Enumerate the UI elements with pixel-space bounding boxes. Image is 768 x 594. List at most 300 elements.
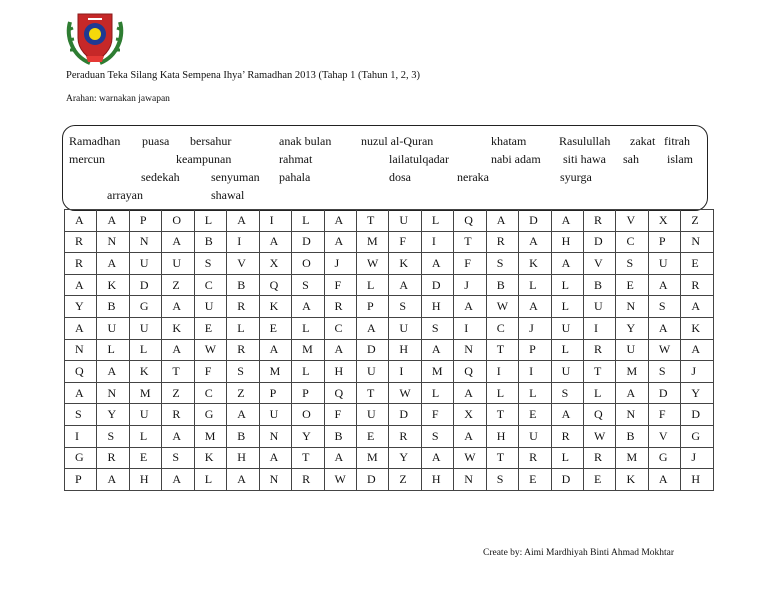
grid-cell[interactable]: K: [97, 274, 129, 296]
grid-cell[interactable]: S: [486, 469, 518, 491]
grid-cell[interactable]: B: [227, 274, 259, 296]
grid-cell[interactable]: H: [681, 469, 714, 491]
word-item: zakat: [630, 134, 656, 148]
grid-cell[interactable]: Q: [324, 382, 356, 404]
grid-cell[interactable]: T: [454, 231, 486, 253]
grid-cell[interactable]: U: [129, 253, 161, 275]
grid-cell[interactable]: R: [681, 274, 714, 296]
grid-cell[interactable]: L: [551, 447, 583, 469]
grid-cell[interactable]: Z: [162, 274, 194, 296]
grid-cell[interactable]: B: [486, 274, 518, 296]
grid-cell[interactable]: R: [227, 339, 259, 361]
grid-cell[interactable]: S: [648, 361, 680, 383]
grid-cell[interactable]: U: [519, 425, 551, 447]
grid-cell[interactable]: H: [421, 296, 453, 318]
grid-cell[interactable]: E: [616, 274, 648, 296]
grid-cell[interactable]: E: [519, 404, 551, 426]
grid-cell[interactable]: A: [324, 339, 356, 361]
grid-cell[interactable]: J: [681, 447, 714, 469]
grid-cell[interactable]: C: [616, 231, 648, 253]
word-item: shawal: [211, 188, 245, 202]
grid-cell[interactable]: A: [454, 425, 486, 447]
grid-cell[interactable]: N: [259, 469, 291, 491]
grid-cell[interactable]: A: [97, 253, 129, 275]
grid-cell[interactable]: S: [486, 253, 518, 275]
grid-cell[interactable]: T: [486, 404, 518, 426]
grid-cell[interactable]: F: [324, 274, 356, 296]
grid-cell[interactable]: F: [421, 404, 453, 426]
grid-cell[interactable]: S: [65, 404, 97, 426]
grid-cell[interactable]: A: [259, 339, 291, 361]
grid-cell[interactable]: U: [551, 317, 583, 339]
grid-cell[interactable]: A: [324, 231, 356, 253]
word-item: fitrah: [664, 134, 690, 148]
grid-cell[interactable]: P: [648, 231, 680, 253]
grid-cell[interactable]: I: [259, 210, 291, 232]
grid-cell[interactable]: U: [356, 404, 388, 426]
grid-cell[interactable]: N: [454, 469, 486, 491]
grid-cell[interactable]: Z: [681, 210, 714, 232]
grid-cell[interactable]: P: [519, 339, 551, 361]
grid-cell[interactable]: B: [97, 296, 129, 318]
grid-cell[interactable]: F: [454, 253, 486, 275]
grid-cell[interactable]: A: [162, 469, 194, 491]
grid-cell[interactable]: S: [194, 253, 226, 275]
grid-cell[interactable]: R: [65, 253, 97, 275]
grid-cell[interactable]: W: [356, 253, 388, 275]
grid-cell[interactable]: L: [551, 274, 583, 296]
grid-cell[interactable]: N: [616, 404, 648, 426]
grid-cell[interactable]: N: [97, 382, 129, 404]
grid-cell[interactable]: Q: [454, 210, 486, 232]
grid-cell[interactable]: V: [648, 425, 680, 447]
grid-cell[interactable]: U: [356, 361, 388, 383]
grid-cell[interactable]: U: [162, 253, 194, 275]
grid-cell[interactable]: Z: [227, 382, 259, 404]
word-item: nuzul al-Quran: [361, 134, 434, 148]
grid-cell[interactable]: B: [227, 425, 259, 447]
grid-cell[interactable]: E: [519, 469, 551, 491]
grid-cell[interactable]: D: [584, 231, 616, 253]
grid-cell[interactable]: A: [162, 425, 194, 447]
word-item: syurga: [560, 170, 592, 184]
grid-cell[interactable]: A: [162, 339, 194, 361]
grid-cell[interactable]: S: [551, 382, 583, 404]
grid-cell[interactable]: A: [519, 296, 551, 318]
grid-cell[interactable]: S: [227, 361, 259, 383]
grid-cell[interactable]: L: [584, 382, 616, 404]
grid-row: [65, 339, 714, 361]
grid-cell[interactable]: L: [421, 210, 453, 232]
grid-cell[interactable]: A: [648, 317, 680, 339]
grid-cell[interactable]: J: [681, 361, 714, 383]
grid-cell[interactable]: S: [389, 296, 421, 318]
grid-cell[interactable]: W: [389, 382, 421, 404]
grid-cell[interactable]: W: [194, 339, 226, 361]
grid-cell[interactable]: Y: [681, 382, 714, 404]
word-item: islam: [667, 152, 693, 166]
grid-cell[interactable]: H: [486, 425, 518, 447]
grid-cell[interactable]: D: [421, 274, 453, 296]
grid-row: [65, 469, 714, 491]
grid-cell[interactable]: A: [551, 404, 583, 426]
word-item: arrayan: [107, 188, 143, 202]
grid-row: [65, 210, 714, 232]
grid-cell[interactable]: V: [227, 253, 259, 275]
grid-cell[interactable]: L: [551, 339, 583, 361]
grid-cell[interactable]: U: [389, 317, 421, 339]
grid-cell[interactable]: A: [65, 210, 97, 232]
grid-cell[interactable]: G: [129, 296, 161, 318]
grid-cell[interactable]: E: [584, 469, 616, 491]
grid-cell[interactable]: U: [389, 210, 421, 232]
grid-cell[interactable]: R: [65, 231, 97, 253]
grid-cell[interactable]: H: [324, 361, 356, 383]
grid-cell[interactable]: R: [292, 469, 324, 491]
grid-cell[interactable]: L: [292, 361, 324, 383]
grid-cell[interactable]: A: [162, 296, 194, 318]
grid-cell[interactable]: N: [454, 339, 486, 361]
grid-cell[interactable]: L: [129, 339, 161, 361]
word-search-grid: [64, 209, 714, 491]
grid-cell[interactable]: M: [194, 425, 226, 447]
grid-cell[interactable]: M: [616, 447, 648, 469]
grid-cell[interactable]: I: [65, 425, 97, 447]
grid-cell[interactable]: K: [194, 447, 226, 469]
word-item: siti hawa: [563, 152, 606, 166]
grid-cell[interactable]: Y: [616, 317, 648, 339]
grid-cell[interactable]: A: [97, 210, 129, 232]
grid-cell[interactable]: A: [259, 447, 291, 469]
grid-cell[interactable]: R: [227, 296, 259, 318]
grid-cell[interactable]: Y: [97, 404, 129, 426]
grid-cell[interactable]: T: [356, 382, 388, 404]
grid-cell[interactable]: S: [97, 425, 129, 447]
grid-cell[interactable]: A: [486, 210, 518, 232]
grid-cell[interactable]: A: [65, 317, 97, 339]
grid-cell[interactable]: V: [584, 253, 616, 275]
grid-cell[interactable]: B: [584, 274, 616, 296]
grid-cell[interactable]: F: [194, 361, 226, 383]
grid-cell[interactable]: O: [162, 210, 194, 232]
grid-cell[interactable]: M: [259, 361, 291, 383]
word-item: mercun: [69, 152, 105, 166]
word-item: puasa: [142, 134, 170, 148]
grid-cell[interactable]: A: [648, 469, 680, 491]
grid-row: [65, 317, 714, 339]
grid-row: [65, 404, 714, 426]
grid-cell[interactable]: I: [486, 361, 518, 383]
grid-cell[interactable]: L: [421, 382, 453, 404]
grid-cell[interactable]: N: [65, 339, 97, 361]
grid-cell[interactable]: H: [389, 339, 421, 361]
grid-cell[interactable]: U: [259, 404, 291, 426]
grid-cell[interactable]: E: [129, 447, 161, 469]
grid-cell[interactable]: Y: [65, 296, 97, 318]
grid-cell[interactable]: A: [681, 296, 714, 318]
word-item: Rasulullah: [559, 134, 611, 148]
grid-cell[interactable]: P: [259, 382, 291, 404]
grid-cell[interactable]: R: [97, 447, 129, 469]
grid-cell[interactable]: W: [454, 447, 486, 469]
grid-cell[interactable]: M: [356, 447, 388, 469]
grid-cell[interactable]: X: [648, 210, 680, 232]
grid-cell[interactable]: W: [584, 425, 616, 447]
word-item: neraka: [457, 170, 489, 184]
grid-cell[interactable]: D: [551, 469, 583, 491]
grid-cell[interactable]: M: [616, 361, 648, 383]
grid-cell[interactable]: P: [129, 210, 161, 232]
grid-cell[interactable]: N: [259, 425, 291, 447]
word-item: rahmat: [279, 152, 313, 166]
word-item: senyuman: [211, 170, 260, 184]
grid-row: [65, 447, 714, 469]
grid-cell[interactable]: S: [616, 253, 648, 275]
grid-cell[interactable]: A: [519, 231, 551, 253]
grid-cell[interactable]: L: [519, 382, 551, 404]
grid-cell[interactable]: E: [259, 317, 291, 339]
school-crest-logo: [64, 10, 126, 66]
grid-cell[interactable]: L: [292, 210, 324, 232]
grid-cell[interactable]: T: [486, 339, 518, 361]
grid-cell[interactable]: B: [194, 231, 226, 253]
grid-cell[interactable]: C: [194, 274, 226, 296]
grid-cell[interactable]: O: [292, 253, 324, 275]
grid-cell[interactable]: I: [584, 317, 616, 339]
grid-cell[interactable]: L: [194, 210, 226, 232]
grid-cell[interactable]: A: [681, 339, 714, 361]
grid-cell[interactable]: H: [421, 469, 453, 491]
grid-cell[interactable]: A: [97, 469, 129, 491]
grid-cell[interactable]: P: [356, 296, 388, 318]
grid-cell[interactable]: G: [648, 447, 680, 469]
grid-cell[interactable]: L: [292, 317, 324, 339]
grid-cell[interactable]: V: [616, 210, 648, 232]
grid-cell[interactable]: U: [129, 317, 161, 339]
page-title: Peraduan Teka Silang Kata Sempena Ihya’ Ramadhan 2013 (Tahap 1 (Tahun 1, 2, 3): [66, 70, 421, 81]
word-item: nabi adam: [491, 152, 541, 166]
grid-cell[interactable]: K: [259, 296, 291, 318]
grid-cell[interactable]: A: [227, 404, 259, 426]
grid-cell[interactable]: E: [681, 253, 714, 275]
grid-cell[interactable]: M: [356, 231, 388, 253]
grid-cell[interactable]: K: [162, 317, 194, 339]
grid-cell[interactable]: U: [551, 361, 583, 383]
grid-cell[interactable]: R: [584, 210, 616, 232]
grid-cell[interactable]: D: [129, 274, 161, 296]
grid-cell[interactable]: H: [551, 231, 583, 253]
grid-cell[interactable]: L: [97, 339, 129, 361]
grid-cell[interactable]: D: [356, 469, 388, 491]
grid-cell[interactable]: Q: [259, 274, 291, 296]
grid-cell[interactable]: A: [65, 382, 97, 404]
grid-cell[interactable]: U: [194, 296, 226, 318]
grid-cell[interactable]: S: [421, 317, 453, 339]
grid-cell[interactable]: J: [454, 274, 486, 296]
grid-row: [65, 274, 714, 296]
grid-cell[interactable]: D: [389, 404, 421, 426]
grid-cell[interactable]: S: [421, 425, 453, 447]
word-item: lailatulqadar: [389, 152, 449, 166]
word-list-box: [62, 125, 708, 211]
grid-cell[interactable]: I: [421, 231, 453, 253]
grid-cell[interactable]: L: [129, 425, 161, 447]
grid-cell[interactable]: C: [486, 317, 518, 339]
grid-cell[interactable]: L: [519, 274, 551, 296]
grid-cell[interactable]: A: [227, 469, 259, 491]
grid-cell[interactable]: D: [292, 231, 324, 253]
grid-cell[interactable]: N: [681, 231, 714, 253]
grid-cell[interactable]: N: [97, 231, 129, 253]
school-crest-icon: [64, 10, 126, 66]
grid-cell[interactable]: S: [292, 274, 324, 296]
grid-cell[interactable]: D: [648, 382, 680, 404]
grid-cell[interactable]: A: [97, 361, 129, 383]
grid-cell[interactable]: G: [681, 425, 714, 447]
grid-cell[interactable]: K: [616, 469, 648, 491]
grid-cell[interactable]: A: [292, 296, 324, 318]
grid-cell[interactable]: G: [194, 404, 226, 426]
grid-cell[interactable]: I: [389, 361, 421, 383]
grid-cell[interactable]: W: [486, 296, 518, 318]
grid-cell[interactable]: H: [129, 469, 161, 491]
grid-cell[interactable]: T: [162, 361, 194, 383]
grid-row: [65, 361, 714, 383]
grid-cell[interactable]: E: [356, 425, 388, 447]
instruction-text: Arahan: warnakan jawapan: [66, 94, 170, 104]
grid-cell[interactable]: I: [519, 361, 551, 383]
grid-cell[interactable]: N: [129, 231, 161, 253]
grid-cell[interactable]: W: [324, 469, 356, 491]
grid-cell[interactable]: U: [97, 317, 129, 339]
word-item: dosa: [389, 170, 411, 184]
grid-cell[interactable]: F: [324, 404, 356, 426]
grid-cell[interactable]: D: [681, 404, 714, 426]
grid-cell[interactable]: X: [454, 404, 486, 426]
grid-cell[interactable]: Z: [389, 469, 421, 491]
grid-cell[interactable]: A: [551, 253, 583, 275]
grid-cell[interactable]: I: [454, 317, 486, 339]
grid-cell[interactable]: R: [584, 339, 616, 361]
grid-cell[interactable]: S: [648, 296, 680, 318]
grid-cell[interactable]: H: [227, 447, 259, 469]
grid-cell[interactable]: A: [454, 296, 486, 318]
word-item: sah: [623, 152, 639, 166]
word-item: pahala: [279, 170, 311, 184]
grid-cell[interactable]: J: [324, 253, 356, 275]
grid-cell[interactable]: F: [648, 404, 680, 426]
grid-cell[interactable]: A: [616, 382, 648, 404]
grid-cell[interactable]: A: [162, 231, 194, 253]
grid-cell[interactable]: P: [65, 469, 97, 491]
grid-cell[interactable]: L: [356, 274, 388, 296]
grid-cell[interactable]: A: [324, 447, 356, 469]
grid-cell[interactable]: L: [551, 296, 583, 318]
grid-cell[interactable]: O: [292, 404, 324, 426]
word-item: bersahur: [190, 134, 232, 148]
grid-cell[interactable]: D: [356, 339, 388, 361]
grid-cell[interactable]: K: [389, 253, 421, 275]
grid-cell[interactable]: P: [292, 382, 324, 404]
grid-cell[interactable]: U: [616, 339, 648, 361]
grid-cell[interactable]: S: [162, 447, 194, 469]
grid-cell[interactable]: Q: [65, 361, 97, 383]
grid-cell[interactable]: T: [486, 447, 518, 469]
grid-cell[interactable]: M: [292, 339, 324, 361]
grid-cell[interactable]: I: [227, 231, 259, 253]
grid-cell[interactable]: D: [519, 210, 551, 232]
grid-cell[interactable]: M: [129, 382, 161, 404]
grid-cell[interactable]: K: [129, 361, 161, 383]
grid-row: [65, 231, 714, 253]
grid-cell[interactable]: M: [421, 361, 453, 383]
grid-cell[interactable]: A: [259, 231, 291, 253]
grid-cell[interactable]: A: [356, 317, 388, 339]
grid-row: [65, 382, 714, 404]
grid-cell[interactable]: A: [324, 210, 356, 232]
grid-cell[interactable]: C: [194, 382, 226, 404]
grid-cell[interactable]: C: [324, 317, 356, 339]
grid-cell[interactable]: A: [389, 274, 421, 296]
grid-row: [65, 425, 714, 447]
grid-cell[interactable]: L: [486, 382, 518, 404]
grid-cell[interactable]: A: [421, 253, 453, 275]
grid-row: [65, 296, 714, 318]
grid-cell[interactable]: U: [584, 296, 616, 318]
word-item: Ramadhan: [69, 134, 121, 148]
grid-cell[interactable]: Q: [454, 361, 486, 383]
grid-cell[interactable]: Z: [162, 382, 194, 404]
grid-cell[interactable]: R: [584, 447, 616, 469]
grid-cell[interactable]: Y: [389, 447, 421, 469]
grid-cell[interactable]: T: [584, 361, 616, 383]
grid-cell[interactable]: R: [324, 296, 356, 318]
word-item: anak bulan: [279, 134, 332, 148]
grid-cell[interactable]: T: [292, 447, 324, 469]
grid-cell[interactable]: A: [454, 382, 486, 404]
grid-cell[interactable]: L: [194, 469, 226, 491]
grid-cell[interactable]: J: [519, 317, 551, 339]
grid-cell[interactable]: G: [65, 447, 97, 469]
grid-cell[interactable]: U: [648, 253, 680, 275]
grid-cell[interactable]: R: [551, 425, 583, 447]
grid-cell[interactable]: Y: [292, 425, 324, 447]
grid-cell[interactable]: L: [227, 317, 259, 339]
grid-cell[interactable]: R: [162, 404, 194, 426]
grid-cell[interactable]: K: [519, 253, 551, 275]
grid-cell[interactable]: A: [421, 339, 453, 361]
grid-cell[interactable]: B: [324, 425, 356, 447]
grid-cell[interactable]: T: [356, 210, 388, 232]
grid-cell[interactable]: F: [389, 231, 421, 253]
grid-cell[interactable]: K: [681, 317, 714, 339]
grid-cell[interactable]: N: [616, 296, 648, 318]
grid-cell[interactable]: A: [65, 274, 97, 296]
grid-cell[interactable]: R: [519, 447, 551, 469]
grid-cell[interactable]: X: [259, 253, 291, 275]
grid-cell[interactable]: R: [486, 231, 518, 253]
grid-cell[interactable]: Q: [584, 404, 616, 426]
grid-cell[interactable]: A: [551, 210, 583, 232]
grid-cell[interactable]: E: [194, 317, 226, 339]
grid-cell[interactable]: A: [421, 447, 453, 469]
grid-cell[interactable]: A: [648, 274, 680, 296]
grid-cell[interactable]: B: [616, 425, 648, 447]
grid-cell[interactable]: R: [389, 425, 421, 447]
grid-cell[interactable]: A: [227, 210, 259, 232]
grid-cell[interactable]: W: [648, 339, 680, 361]
grid-cell[interactable]: U: [129, 404, 161, 426]
